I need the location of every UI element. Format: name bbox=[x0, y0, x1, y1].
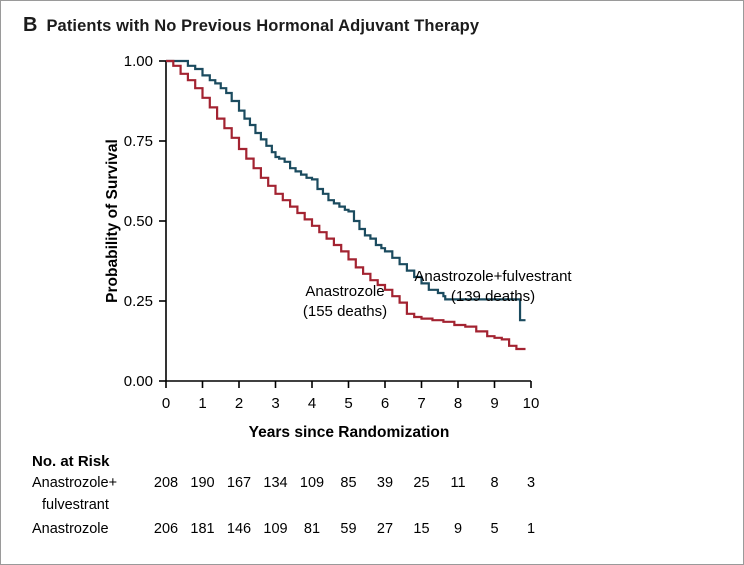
x-tick-label: 0 bbox=[161, 395, 171, 412]
risk-cell: 9 bbox=[453, 521, 463, 537]
risk-cell: 81 bbox=[303, 521, 321, 537]
risk-cell: 181 bbox=[190, 521, 215, 537]
y-tick-label: 0.50 bbox=[123, 213, 153, 230]
risk-cell: 3 bbox=[526, 475, 536, 491]
x-tick-label: 7 bbox=[417, 395, 426, 412]
risk-cell: 190 bbox=[190, 475, 215, 491]
risk-cell: 25 bbox=[413, 475, 430, 491]
x-tick-label: 9 bbox=[490, 395, 499, 412]
risk-cell: 11 bbox=[450, 475, 466, 491]
risk-cell: 109 bbox=[263, 521, 288, 537]
risk-cell: 167 bbox=[226, 475, 252, 491]
risk-cell: 146 bbox=[226, 521, 252, 537]
risk-cell: 39 bbox=[376, 475, 394, 491]
x-tick-label: 2 bbox=[234, 395, 244, 412]
annotation-label: Anastrozole bbox=[305, 283, 385, 300]
risk-cell: 15 bbox=[413, 521, 430, 537]
annotation-sublabel: (139 deaths) bbox=[450, 288, 536, 305]
risk-cell: 109 bbox=[299, 475, 325, 491]
x-tick-label: 10 bbox=[522, 395, 540, 412]
x-tick-label: 4 bbox=[307, 395, 317, 412]
table-row bbox=[1, 521, 744, 543]
x-tick-label: 6 bbox=[380, 395, 390, 412]
series-annotation-monotherapy bbox=[303, 283, 387, 320]
risk-cell: 59 bbox=[340, 521, 357, 537]
x-tick-label: 8 bbox=[453, 395, 463, 412]
y-tick-label: 0.00 bbox=[123, 373, 153, 390]
x-axis-title: Years since Randomization bbox=[248, 424, 450, 441]
risk-row-label: Anastrozole+ bbox=[32, 475, 118, 491]
x-tick-label: 5 bbox=[344, 395, 353, 412]
y-tick-label: 0.25 bbox=[123, 293, 153, 310]
risk-table bbox=[1, 453, 744, 563]
annotation-sublabel: (155 deaths) bbox=[302, 303, 388, 320]
survival-curve-chart bbox=[1, 43, 744, 443]
y-tick-label: 0.75 bbox=[123, 133, 153, 150]
x-tick-label: 3 bbox=[271, 395, 280, 412]
risk-cell: 5 bbox=[490, 521, 499, 537]
risk-row-label-second-line: fulvestrant bbox=[42, 497, 109, 513]
y-tick-label: 1.00 bbox=[123, 53, 153, 70]
x-axis-ticks bbox=[162, 381, 540, 412]
risk-cell: 8 bbox=[490, 475, 499, 491]
risk-table-heading: No. at Risk bbox=[32, 453, 110, 470]
risk-cell: 85 bbox=[340, 475, 357, 491]
risk-cell: 27 bbox=[376, 521, 394, 537]
risk-cell: 1 bbox=[526, 521, 536, 537]
panel-header bbox=[23, 15, 479, 35]
series-annotation-combination bbox=[414, 268, 572, 305]
chart-plot-area bbox=[1, 43, 744, 443]
x-tick-label: 1 bbox=[198, 395, 207, 412]
chart-axes bbox=[166, 61, 531, 381]
panel-letter: B bbox=[23, 14, 38, 36]
risk-row-label: Anastrozole bbox=[32, 521, 109, 537]
risk-cell: 206 bbox=[153, 521, 179, 537]
risk-cell: 208 bbox=[153, 475, 179, 491]
y-axis-title: Probability of Survival bbox=[104, 139, 121, 303]
table-row bbox=[1, 475, 744, 497]
y-axis-ticks bbox=[124, 53, 166, 390]
page-title: Patients with No Previous Hormonal Adjuvant Therapy bbox=[46, 17, 480, 35]
table-row-continuation bbox=[1, 497, 744, 519]
risk-cell: 134 bbox=[263, 475, 288, 491]
annotation-label: Anastrozole+fulvestrant bbox=[414, 268, 572, 285]
